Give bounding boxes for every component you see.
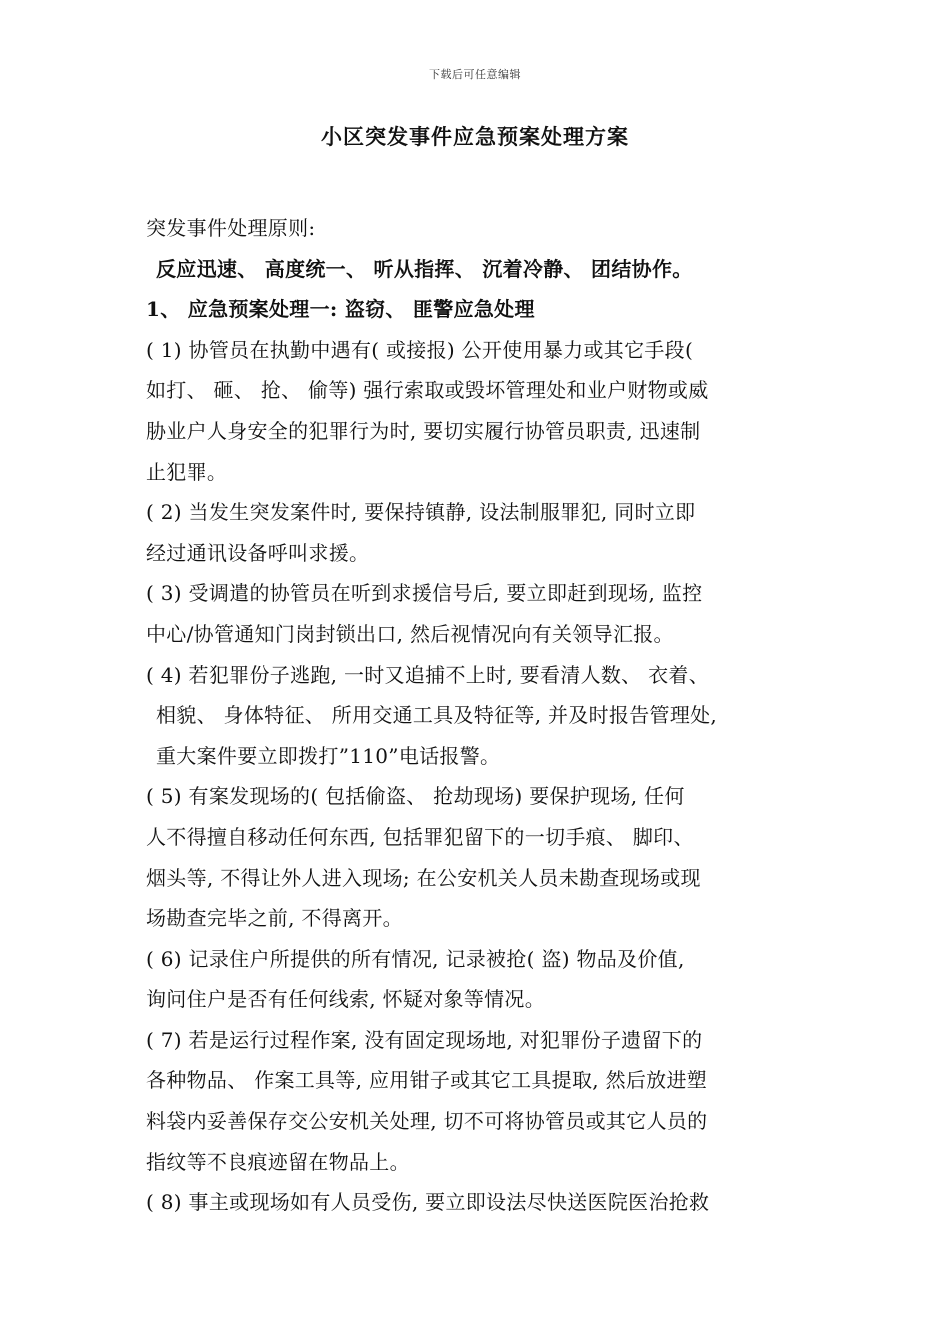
body-line: 重大案件要立即拨打”110”电话报警。 — [156, 743, 501, 768]
body-line: ( 6) 记录住户所提供的所有情况, 记录被抢( 盗) 物品及价值, — [146, 946, 685, 971]
body-line: 经过通讯设备呼叫求援。 — [146, 540, 370, 565]
body-line: ( 4) 若犯罪份子逃跑, 一时又追捕不上时, 要看清人数、 衣着、 — [146, 662, 710, 687]
body-line: 止犯罪。 — [146, 459, 228, 484]
body-line: ( 8) 事主或现场如有人员受伤, 要立即设法尽快送医院医治抢救 — [146, 1190, 710, 1215]
body-line: 如打、 砸、 抢、 偷等) 强行索取或毁坏管理处和业户财物或威 — [146, 378, 709, 403]
body-line: ( 2) 当发生突发案件时, 要保持镇静, 设法制服罪犯, 同时立即 — [146, 500, 696, 525]
principle-text: 反应迅速、 高度统一、 听从指挥、 沉着冷静、 团结协作。 — [156, 256, 693, 281]
document-title: 小区突发事件应急预案处理方案 — [321, 124, 629, 149]
header-note: 下载后可任意编辑 — [429, 68, 521, 81]
section-heading-1: 1、 应急预案处理一: 盗窃、 匪警应急处理 — [146, 297, 535, 322]
body-line: 相貌、 身体特征、 所用交通工具及特征等, 并及时报告管理处, — [156, 703, 718, 728]
body-line: 人不得擅自移动任何东西, 包括罪犯留下的一切手痕、 脚印、 — [146, 824, 694, 849]
body-line: 胁业户人身安全的犯罪行为时, 要切实履行协管员职责, 迅速制 — [146, 418, 701, 443]
body-line: 询问住户是否有任何线索, 怀疑对象等情况。 — [146, 987, 546, 1012]
body-line: 烟头等, 不得让外人进入现场; 在公安机关人员未勘查现场或现 — [146, 865, 701, 890]
body-line: 场勘查完毕之前, 不得离开。 — [146, 906, 403, 931]
principle-heading: 突发事件处理原则: — [146, 216, 316, 240]
body-line: 料袋内妥善保存交公安机关处理, 切不可将协管员或其它人员的 — [146, 1109, 708, 1134]
body-line: 各种物品、 作案工具等, 应用钳子或其它工具提取, 然后放进塑 — [146, 1068, 708, 1093]
body-line: 指纹等不良痕迹留在物品上。 — [146, 1149, 410, 1174]
document-body — [146, 208, 828, 1223]
body-line: ( 1) 协管员在执勤中遇有( 或接报) 公开使用暴力或其它手段( — [146, 337, 694, 362]
body-line: 中心/协管通知门岗封锁出口, 然后视情况向有关领导汇报。 — [146, 621, 674, 646]
body-line: ( 5) 有案发现场的( 包括偷盗、 抢劫现场) 要保护现场, 任何 — [146, 784, 685, 809]
body-line: ( 7) 若是运行过程作案, 没有固定现场地, 对犯罪份子遗留下的 — [146, 1027, 703, 1052]
body-line: ( 3) 受调遣的协管员在听到求援信号后, 要立即赶到现场, 监控 — [146, 581, 703, 606]
